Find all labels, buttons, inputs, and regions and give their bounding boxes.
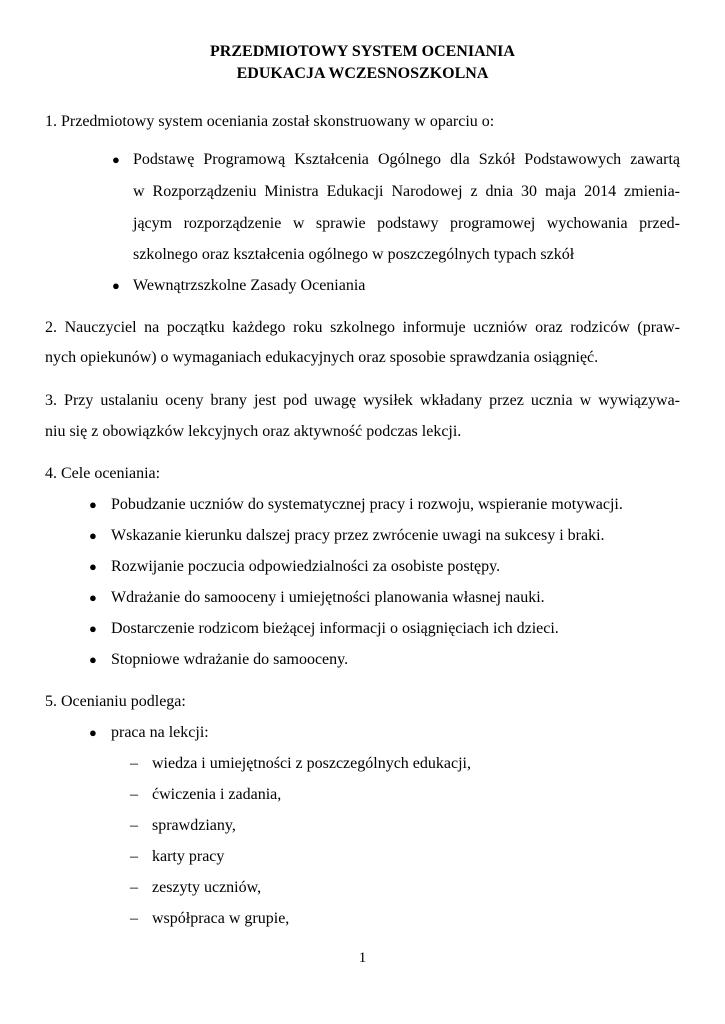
document-title-line-1: PRZEDMIOTOWY SYSTEM OCENIANIA — [210, 43, 515, 60]
bullet-icon: ● — [89, 621, 97, 636]
section-4-item: Wskazanie kierunku dalszej pracy przez zwrócenie uwagi na sukcesy i braki. — [111, 527, 605, 544]
page-number: 1 — [358, 950, 367, 966]
dash-icon: – — [130, 786, 138, 803]
section-3-line-2: niu się z obowiązków lekcyjnych oraz aktywność podczas lekcji. — [45, 423, 462, 440]
section-4-item: Dostarczenie rodzicom bieżącej informacji o osiągnięciach ich dzieci. — [111, 620, 559, 637]
section-5-dash-item: sprawdziany, — [152, 817, 236, 834]
bullet-icon: ● — [89, 590, 97, 605]
dash-icon: – — [130, 910, 138, 927]
section-3-line-1: 3. Przy ustalaniu oceny brany jest pod uwagę wysiłek wkładany przez ucznia w wywiązywa- — [45, 392, 680, 409]
section-1-heading: 1. Przedmiotowy system oceniania został skonstruowany w oparciu o: — [45, 113, 495, 130]
section-1-bullet-1-line-2: w Rozporządzeniu Ministra Edukacji Narodowej z dnia 30 maja 2014 zmienia- — [133, 183, 680, 200]
section-2-line-2: nych opiekunów) o wymaganiach edukacyjnych oraz sposobie sprawdzania osiągnięć. — [45, 349, 599, 366]
section-1-bullet-1-line-1: Podstawę Programową Kształcenia Ogólnego dla Szkół Podstawowych zawartą — [133, 151, 680, 168]
section-5-dash-item: wiedza i umiejętności z poszczególnych edukacji, — [152, 755, 471, 772]
section-5-heading: 5. Ocenianiu podlega: — [45, 693, 186, 710]
dash-icon: – — [130, 817, 138, 834]
section-5-dash-item: zeszyty uczniów, — [152, 879, 262, 896]
bullet-icon: ● — [112, 278, 120, 293]
bullet-icon: ● — [89, 725, 97, 740]
bullet-icon: ● — [89, 497, 97, 512]
section-1-bullet-1-line-4: szkolnego oraz kształcenia ogólnego w poszczególnych typach szkół — [133, 246, 575, 263]
bullet-icon: ● — [89, 652, 97, 667]
document-title-line-2: EDUKACJA WCZESNOSZKOLNA — [236, 65, 489, 82]
section-5-dash-item: ćwiczenia i zadania, — [152, 786, 282, 803]
section-4-heading: 4. Cele oceniania: — [45, 465, 161, 482]
section-5-dash-item: współpraca w grupie, — [152, 910, 290, 927]
section-5-dash-item: karty pracy — [152, 848, 225, 865]
dash-icon: – — [130, 879, 138, 896]
dash-icon: – — [130, 755, 138, 772]
section-4-item: Rozwijanie poczucia odpowiedzialności za osobiste postępy. — [111, 558, 501, 575]
bullet-icon: ● — [112, 152, 120, 167]
section-4-item: Pobudzanie uczniów do systematycznej pracy i rozwoju, wspieranie motywacji. — [111, 496, 623, 513]
section-4-item: Stopniowe wdrażanie do samooceny. — [111, 651, 349, 668]
section-1-bullet-1-line-3: jącym rozporządzenie w sprawie podstawy programowej wychowania przed- — [133, 215, 680, 232]
section-4-item: Wdrażanie do samooceny i umiejętności planowania własnej nauki. — [111, 589, 545, 606]
section-2-line-1: 2. Nauczyciel na początku każdego roku szkolnego informuje uczniów oraz rodziców (praw- — [45, 319, 680, 336]
section-1-bullet-2: Wewnątrzszkolne Zasady Oceniania — [133, 277, 366, 294]
bullet-icon: ● — [89, 559, 97, 574]
bullet-icon: ● — [89, 528, 97, 543]
section-5-bullet: praca na lekcji: — [111, 724, 209, 741]
dash-icon: – — [130, 848, 138, 865]
